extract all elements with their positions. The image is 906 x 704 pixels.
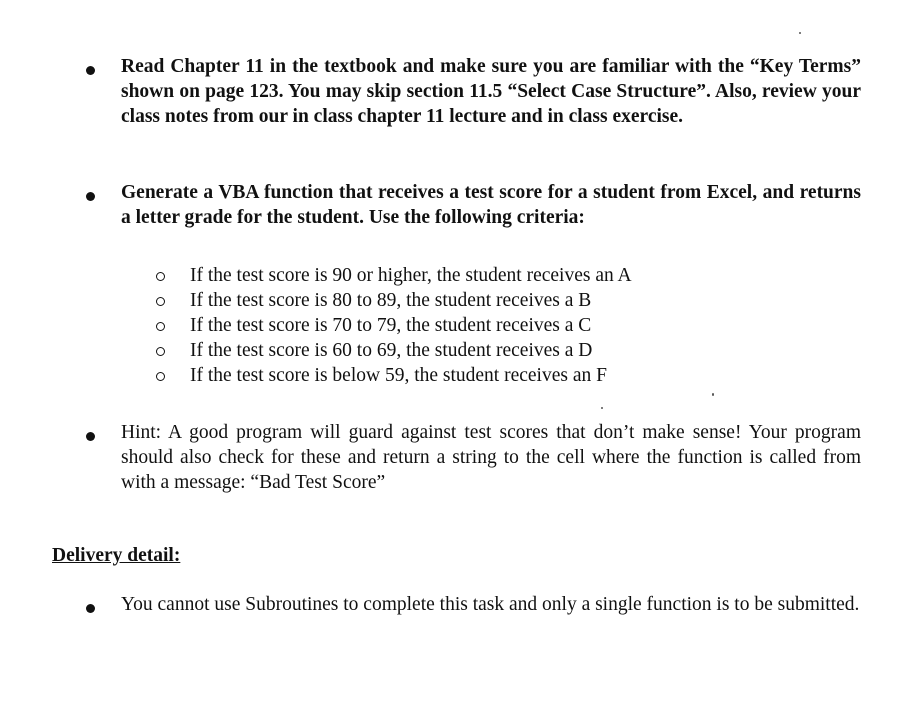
delivery-heading: Delivery detail: [52,545,181,566]
criteria-item [0,313,906,338]
hollow-circle-icon [156,272,165,281]
hollow-circle-icon [156,297,165,306]
criteria-item [0,338,906,363]
bullet-delivery-text: You cannot use Subroutines to complete this task and only a single function is to be submitted. [121,594,860,615]
bullet-reading-text: Read Chapter 11 in the textbook and make sure you are familiar with the “Key Terms” shown on page 123. You may skip section 11.5 “Select Case Structure”. Also, review your class notes from our in class chapter 11 lecture and in class exercise. [121,56,861,127]
bullet-icon [86,66,95,75]
bullet-hint-text: Hint: A good program will guard against test scores that don’t make sense! Your program should also check for these and return a string to the cell where the function is called from with a message: “Bad Test Score” [121,422,861,493]
bullet-icon [86,432,95,441]
scan-speck [799,32,801,34]
hollow-circle-icon [156,347,165,356]
bullet-icon [86,192,95,201]
bullet-vba-text: Generate a VBA function that receives a test score for a student from Excel, and returns a letter grade for the student. Use the following criteria: [121,182,861,228]
criteria-text-c: If the test score is 70 to 79, the student receives a C [190,315,592,336]
scan-speck [601,407,603,409]
scan-speck [712,393,714,396]
hollow-circle-icon [156,372,165,381]
hollow-circle-icon [156,322,165,331]
criteria-text-f: If the test score is below 59, the student receives an F [190,365,607,386]
criteria-item [0,363,906,388]
criteria-item [0,263,906,288]
criteria-text-b: If the test score is 80 to 89, the student receives a B [190,290,592,311]
criteria-text-a: If the test score is 90 or higher, the student receives an A [190,265,632,286]
criteria-item [0,288,906,313]
criteria-text-d: If the test score is 60 to 69, the student receives a D [190,340,593,361]
bullet-icon [86,604,95,613]
